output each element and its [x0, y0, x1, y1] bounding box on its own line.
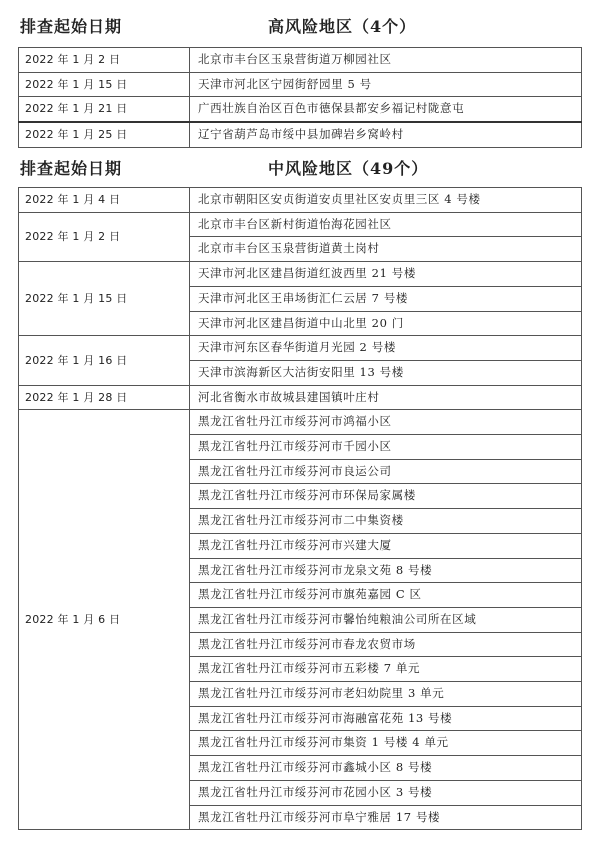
area-cell: 黑龙江省牡丹江市绥芬河市春龙农贸市场	[190, 632, 582, 657]
date-cell: 2022 年 1 月 15 日	[19, 262, 190, 336]
area-cell: 天津市滨海新区大沽街安阳里 13 号楼	[190, 360, 582, 385]
table-row	[19, 188, 582, 213]
table-row	[19, 72, 582, 97]
area-cell: 黑龙江省牡丹江市绥芬河市鑫城小区 8 号楼	[190, 756, 582, 781]
area-cell: 北京市丰台区玉泉营街道黄土岗村	[190, 237, 582, 262]
high-risk-header	[18, 10, 584, 42]
area-cell: 天津市河北区宁园街舒园里 5 号	[190, 72, 582, 97]
table-row	[19, 97, 582, 122]
area-cell: 黑龙江省牡丹江市绥芬河市龙泉文苑 8 号楼	[190, 558, 582, 583]
medium-risk-table	[18, 187, 582, 830]
area-cell: 河北省衡水市故城县建国镇叶庄村	[190, 385, 582, 410]
date-cell: 2022 年 1 月 2 日	[19, 48, 190, 73]
medium-risk-area-header: 中风险地区（49个）	[268, 159, 429, 178]
area-cell: 黑龙江省牡丹江市绥芬河市二中集资楼	[190, 509, 582, 534]
area-cell: 天津市河北区建昌街道红波西里 21 号楼	[190, 262, 582, 287]
high-risk-table	[18, 47, 582, 148]
date-cell: 2022 年 1 月 25 日	[19, 122, 190, 147]
date-cell: 2022 年 1 月 16 日	[19, 336, 190, 385]
area-cell: 北京市朝阳区安贞街道安贞里社区安贞里三区 4 号楼	[190, 188, 582, 213]
area-cell: 黑龙江省牡丹江市绥芬河市环保局家属楼	[190, 484, 582, 509]
area-cell: 黑龙江省牡丹江市绥芬河市集资 1 号楼 4 单元	[190, 731, 582, 756]
table-row	[19, 336, 582, 361]
area-cell: 黑龙江省牡丹江市绥芬河市五彩楼 7 单元	[190, 657, 582, 682]
area-cell: 黑龙江省牡丹江市绥芬河市千园小区	[190, 435, 582, 460]
area-cell: 黑龙江省牡丹江市绥芬河市旗苑嘉园 C 区	[190, 583, 582, 608]
area-cell: 天津市河北区建昌街道中山北里 20 门	[190, 311, 582, 336]
table-row	[19, 385, 582, 410]
area-cell: 黑龙江省牡丹江市绥芬河市鸿福小区	[190, 410, 582, 435]
area-cell: 黑龙江省牡丹江市绥芬河市兴建大厦	[190, 533, 582, 558]
high-risk-date-header: 排查起始日期	[20, 17, 123, 36]
table-row	[19, 212, 582, 237]
area-cell: 黑龙江省牡丹江市绥芬河市海融富花苑 13 号楼	[190, 706, 582, 731]
table-row	[19, 410, 582, 435]
area-cell: 广西壮族自治区百色市德保县都安乡福记村陇意屯	[190, 97, 582, 122]
date-cell: 2022 年 1 月 15 日	[19, 72, 190, 97]
high-risk-area-header: 高风险地区（4个）	[268, 17, 417, 36]
date-cell: 2022 年 1 月 2 日	[19, 212, 190, 261]
area-cell: 北京市丰台区玉泉营街道万柳园社区	[190, 48, 582, 73]
area-cell: 辽宁省葫芦岛市绥中县加碑岩乡窝岭村	[190, 122, 582, 147]
table-row	[19, 262, 582, 287]
date-cell: 2022 年 1 月 28 日	[19, 385, 190, 410]
table-row	[19, 48, 582, 73]
medium-risk-header	[18, 152, 584, 184]
date-cell: 2022 年 1 月 4 日	[19, 188, 190, 213]
area-cell: 天津市河北区王串场街汇仁云居 7 号楼	[190, 286, 582, 311]
area-cell: 黑龙江省牡丹江市绥芬河市馨怡纯粮油公司所在区域	[190, 607, 582, 632]
date-cell: 2022 年 1 月 6 日	[19, 410, 190, 830]
area-cell: 黑龙江省牡丹江市绥芬河市良运公司	[190, 459, 582, 484]
area-cell: 天津市河东区春华街道月光园 2 号楼	[190, 336, 582, 361]
medium-risk-date-header: 排查起始日期	[20, 159, 123, 178]
area-cell: 黑龙江省牡丹江市绥芬河市花园小区 3 号楼	[190, 780, 582, 805]
area-cell: 黑龙江省牡丹江市绥芬河市老妇幼院里 3 单元	[190, 682, 582, 707]
area-cell: 黑龙江省牡丹江市绥芬河市阜宁雅居 17 号楼	[190, 805, 582, 830]
table-row	[19, 122, 582, 147]
date-cell: 2022 年 1 月 21 日	[19, 97, 190, 122]
area-cell: 北京市丰台区新村街道怡海花园社区	[190, 212, 582, 237]
